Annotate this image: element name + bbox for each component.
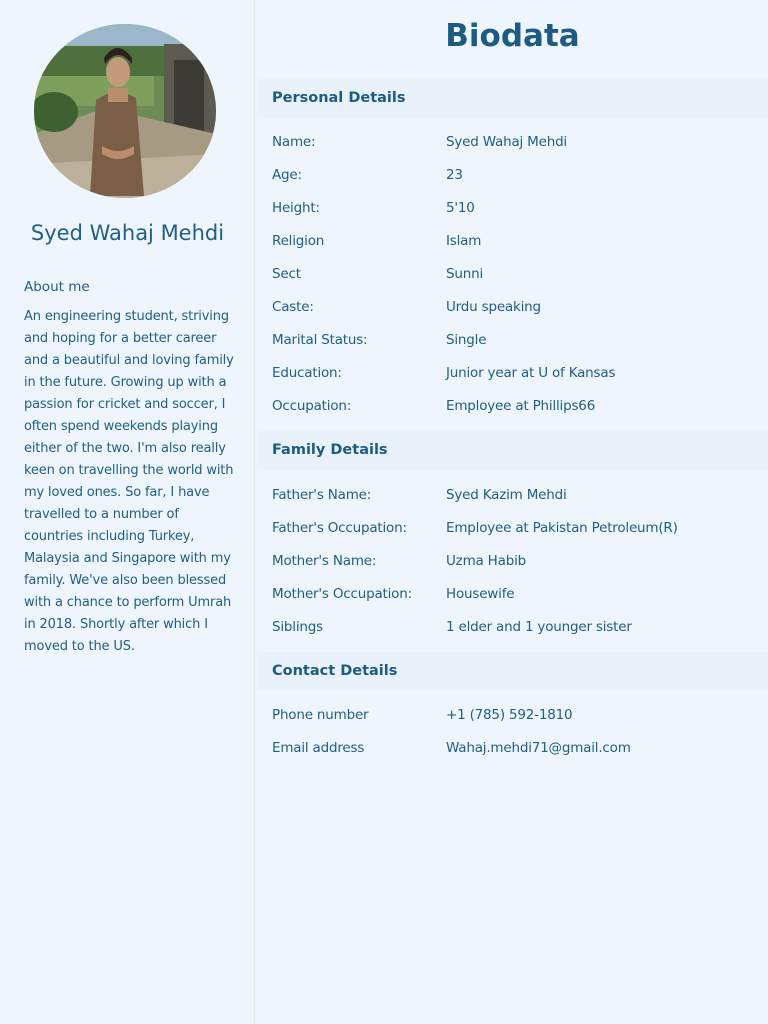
detail-value: 5'10 xyxy=(446,200,475,216)
detail-label: Occupation: xyxy=(272,398,352,414)
detail-label: Age: xyxy=(272,167,302,183)
detail-row-sect xyxy=(272,266,762,290)
detail-label: Sect xyxy=(272,266,301,282)
detail-label: Religion xyxy=(272,233,325,249)
detail-value: Housewife xyxy=(446,586,515,602)
detail-value: Islam xyxy=(446,233,482,249)
detail-label: Education: xyxy=(272,365,342,381)
contact-details-header: Contact Details xyxy=(257,652,768,690)
detail-label: Email address xyxy=(272,740,365,756)
detail-value: Wahaj.mehdi71@gmail.com xyxy=(446,740,631,756)
detail-label: Height: xyxy=(272,200,320,216)
detail-row-siblings xyxy=(272,619,762,643)
detail-row-height xyxy=(272,200,762,224)
detail-row-phone-number xyxy=(272,707,762,731)
detail-row-mothers-name xyxy=(272,553,762,577)
detail-label: Marital Status: xyxy=(272,332,368,348)
detail-label: Father's Name: xyxy=(272,487,372,503)
detail-row-name xyxy=(272,134,762,158)
detail-value: Single xyxy=(446,332,487,348)
detail-row-mothers-occupation xyxy=(272,586,762,610)
detail-label: Mother's Name: xyxy=(272,553,377,569)
detail-value: Junior year at U of Kansas xyxy=(446,365,616,381)
detail-value: Sunni xyxy=(446,266,483,282)
detail-row-caste xyxy=(272,299,762,323)
detail-value: 23 xyxy=(446,167,463,183)
detail-row-email-address xyxy=(272,740,762,764)
detail-row-fathers-occupation xyxy=(272,520,762,544)
profile-photo-image xyxy=(34,24,216,198)
detail-label: Mother's Occupation: xyxy=(272,586,412,602)
detail-value: Employee at Phillips66 xyxy=(446,398,596,414)
profile-name: Syed Wahaj Mehdi xyxy=(30,221,225,245)
page-title: Biodata xyxy=(445,18,580,54)
detail-row-marital-status xyxy=(272,332,762,356)
detail-label: Father's Occupation: xyxy=(272,520,407,536)
detail-row-age xyxy=(272,167,762,191)
detail-value: +1 (785) 592-1810 xyxy=(446,707,573,723)
detail-value: 1 elder and 1 younger sister xyxy=(446,619,632,635)
profile-photo xyxy=(34,24,216,198)
detail-label: Name: xyxy=(272,134,316,150)
detail-row-occupation xyxy=(272,398,762,422)
detail-label: Caste: xyxy=(272,299,314,315)
detail-value: Syed Kazim Mehdi xyxy=(446,487,567,503)
about-me-heading: About me xyxy=(24,279,90,295)
personal-details-header: Personal Details xyxy=(257,79,768,117)
detail-row-religion xyxy=(272,233,762,257)
detail-row-education xyxy=(272,365,762,389)
biodata-main xyxy=(257,0,768,1024)
detail-label: Phone number xyxy=(272,707,369,723)
detail-value: Syed Wahaj Mehdi xyxy=(446,134,567,150)
family-details-header: Family Details xyxy=(257,431,768,469)
detail-value: Uzma Habib xyxy=(446,553,526,569)
detail-value: Urdu speaking xyxy=(446,299,541,315)
about-me-text: An engineering student, striving and hoping for a better career and a beautiful and loving family in the future. Growing up with a passion for cricket and soccer, I often spend weekends playing either of the two. I'm also really keen on travelling the world with my loved ones. So far, I have travelled to a number of countries including Turkey, Malaysia and Singapore with my family. We've also been blessed with a chance to perform Umrah in 2018. Shortly after which I moved to the US. xyxy=(24,309,234,654)
detail-value: Employee at Pakistan Petroleum(R) xyxy=(446,520,678,536)
detail-row-fathers-name xyxy=(272,487,762,511)
detail-label: Siblings xyxy=(272,619,323,635)
profile-sidebar xyxy=(0,0,255,1024)
